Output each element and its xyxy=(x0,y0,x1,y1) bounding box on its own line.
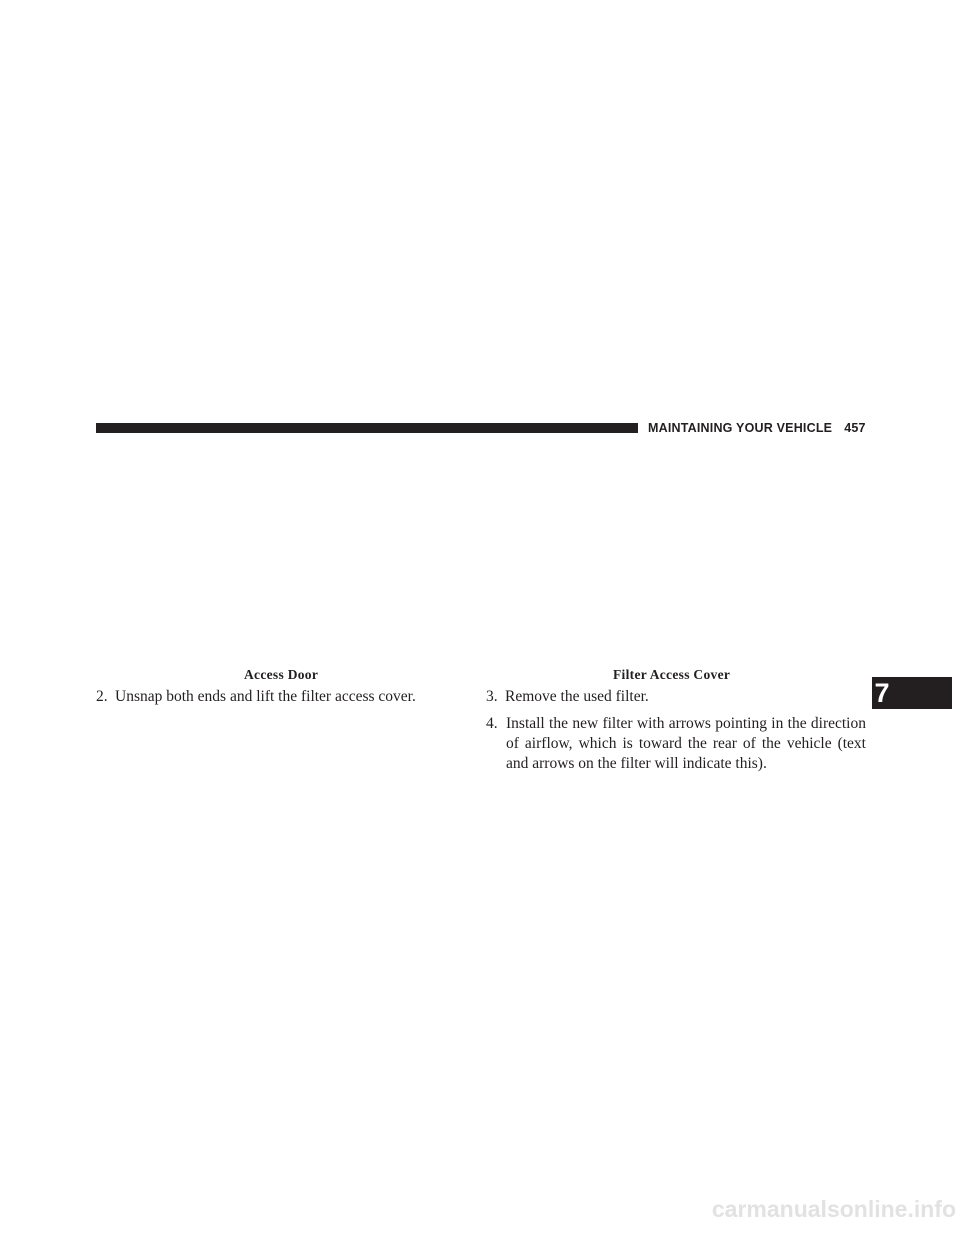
page-number: 457 xyxy=(844,421,866,435)
chapter-number: 7 xyxy=(874,678,890,708)
step-text: Remove the used filter. xyxy=(505,688,649,705)
chapter-tab xyxy=(872,677,952,709)
running-header xyxy=(648,419,866,437)
figure-caption-filter-access-cover: Filter Access Cover xyxy=(613,667,731,682)
step-4 xyxy=(486,714,866,774)
watermark: carmanualsonline.info xyxy=(711,1196,956,1222)
figure-caption-access-door: Access Door xyxy=(244,667,319,682)
step-text: Unsnap both ends and lift the filter access cover. xyxy=(115,688,416,705)
step-number: 2. xyxy=(96,688,108,705)
step-number: 4. xyxy=(486,715,498,732)
step-number: 3. xyxy=(486,688,498,705)
section-title: MAINTAINING YOUR VEHICLE xyxy=(648,421,833,435)
step-text: Install the new filter with arrows pointing in the direction of airflow, which is toward the rear of the vehicle (text and arrows on the filter will indicate this). xyxy=(506,715,866,772)
step-3 xyxy=(486,687,866,707)
header-rule xyxy=(96,423,638,433)
step-2 xyxy=(96,687,456,707)
